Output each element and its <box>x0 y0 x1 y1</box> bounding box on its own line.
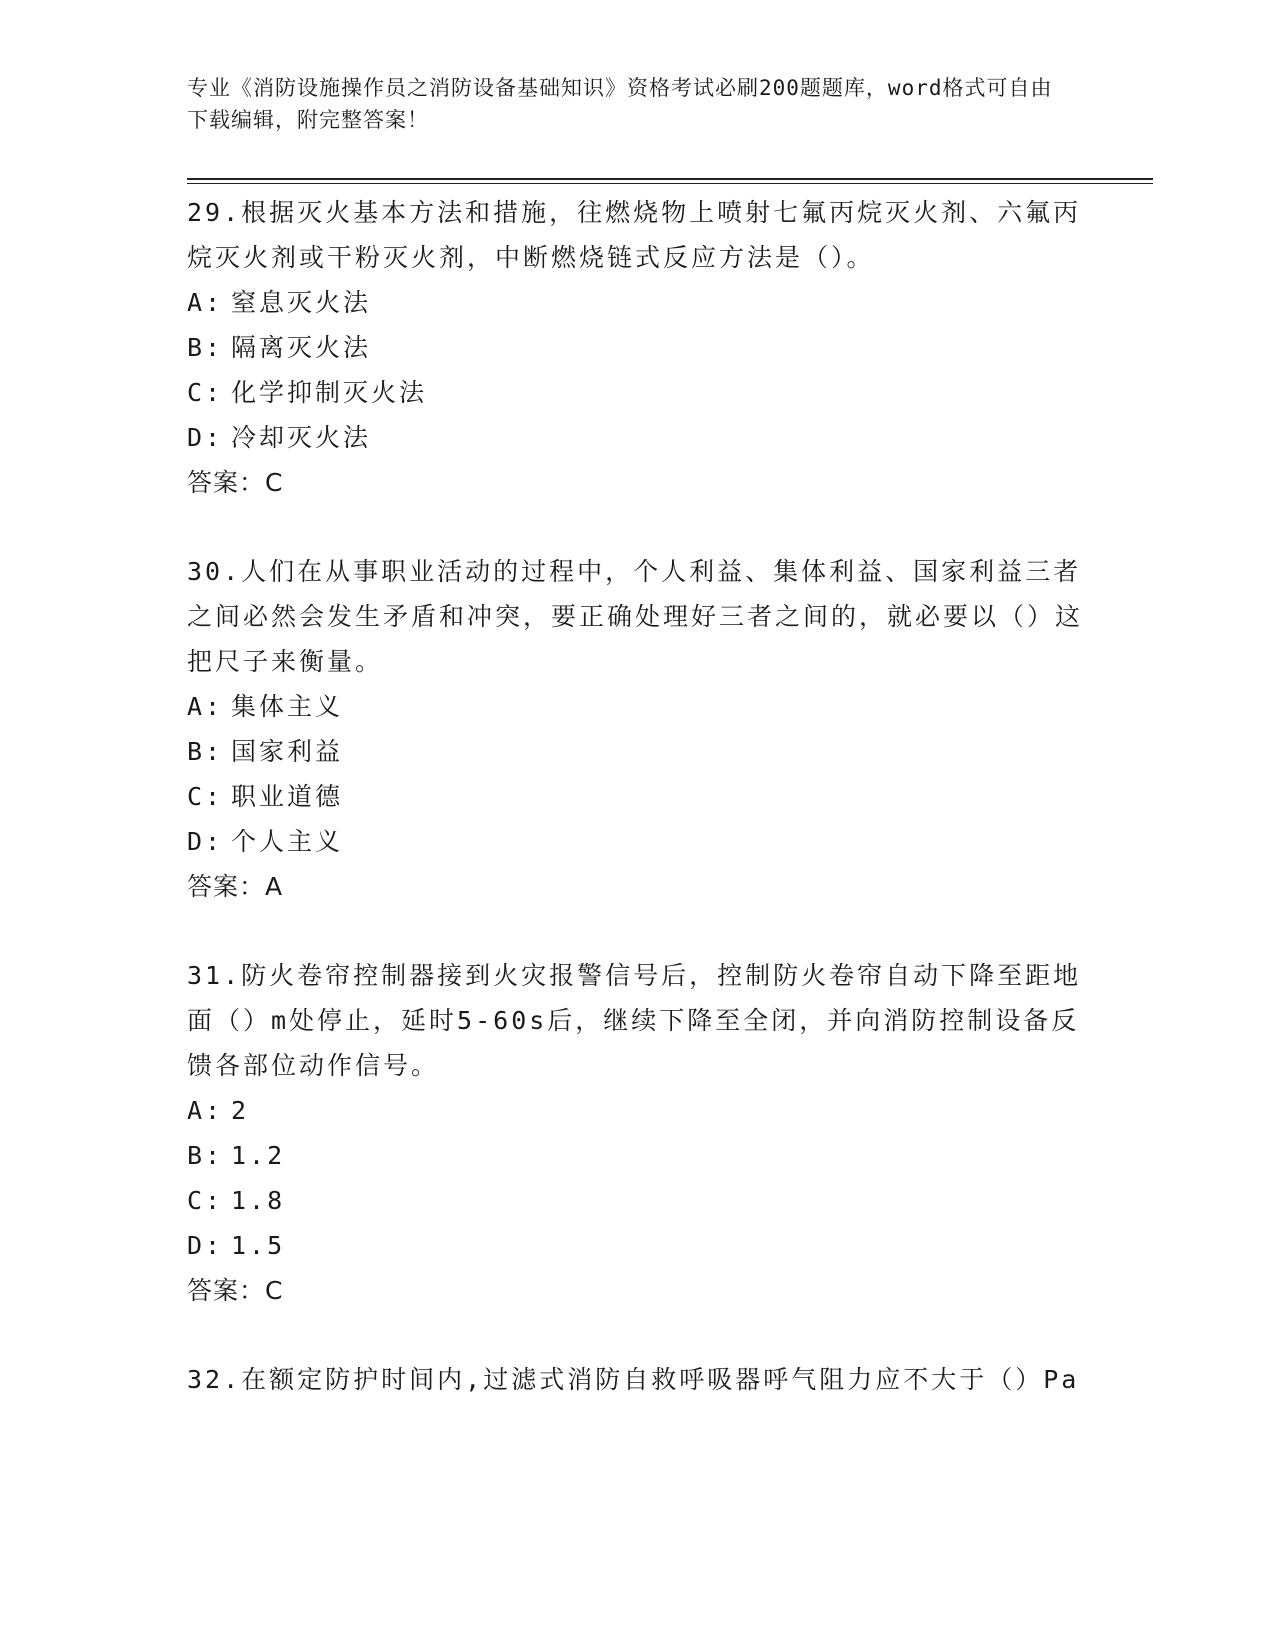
option-text: 1.2 <box>231 1141 286 1170</box>
option-key: A: <box>187 692 224 721</box>
option-b <box>187 1133 1087 1178</box>
document-header: 专业《消防设施操作员之消防设备基础知识》资格考试必刷200题题库，word格式可自由下载编辑，附完整答案！ <box>187 76 1053 132</box>
question-stem: 29.根据灭火基本方法和措施，往燃烧物上喷射七氟丙烷灭火剂、六氟丙烷灭火剂或干粉灭火剂，中断燃烧链式反应方法是（）。 <box>187 198 1082 272</box>
option-text: 个人主义 <box>231 827 344 856</box>
option-key: A: <box>187 1096 224 1125</box>
option-text: 隔离灭火法 <box>231 333 372 362</box>
option-text: 化学抑制灭火法 <box>231 378 428 407</box>
option-text: 国家利益 <box>231 737 344 766</box>
option-text: 职业道德 <box>231 782 344 811</box>
option-d <box>187 819 1087 864</box>
header-divider-thick <box>187 178 1153 180</box>
option-text: 窒息灭火法 <box>231 288 372 317</box>
option-c <box>187 774 1087 819</box>
question-29 <box>187 190 1087 505</box>
option-b <box>187 729 1087 774</box>
option-key: C: <box>187 378 224 407</box>
question-31 <box>187 953 1087 1313</box>
option-key: B: <box>187 737 224 766</box>
option-key: B: <box>187 1141 224 1170</box>
option-key: D: <box>187 423 224 452</box>
header-divider-thin <box>187 183 1153 184</box>
option-text: 1.8 <box>231 1186 286 1215</box>
option-key: A: <box>187 288 224 317</box>
option-text: 2 <box>231 1096 250 1125</box>
option-d <box>187 1223 1087 1268</box>
option-d <box>187 415 1087 460</box>
question-stem: 30.人们在从事职业活动的过程中，个人利益、集体利益、国家利益三者之间必然会发生矛盾和冲突，要正确处理好三者之间的，就必要以（）这把尺子来衡量。 <box>187 557 1084 676</box>
option-text: 冷却灭火法 <box>231 423 372 452</box>
question-30 <box>187 549 1087 909</box>
option-key: C: <box>187 782 224 811</box>
option-c <box>187 1178 1087 1223</box>
question-stem: 31.防火卷帘控制器接到火灾报警信号后，控制防火卷帘自动下降至距地面（）m处停止，延时5-60s后，继续下降至全闭，并向消防控制设备反馈各部位动作信号。 <box>187 961 1082 1080</box>
option-key: D: <box>187 827 224 856</box>
answer-line: 答案：A <box>187 872 284 901</box>
option-key: B: <box>187 333 224 362</box>
option-a <box>187 280 1087 325</box>
option-text: 集体主义 <box>231 692 344 721</box>
answer-line: 答案：C <box>187 468 284 497</box>
option-b <box>187 325 1087 370</box>
option-a <box>187 684 1087 729</box>
option-c <box>187 370 1087 415</box>
option-a <box>187 1088 1087 1133</box>
question-stem: 32.在额定防护时间内,过滤式消防自救呼吸器呼气阻力应不大于（）Pa <box>187 1365 1080 1394</box>
option-key: C: <box>187 1186 224 1215</box>
question-32 <box>187 1357 1087 1402</box>
option-key: D: <box>187 1231 224 1260</box>
question-list <box>187 190 1087 1446</box>
answer-line: 答案：C <box>187 1276 284 1305</box>
option-text: 1.5 <box>231 1231 286 1260</box>
